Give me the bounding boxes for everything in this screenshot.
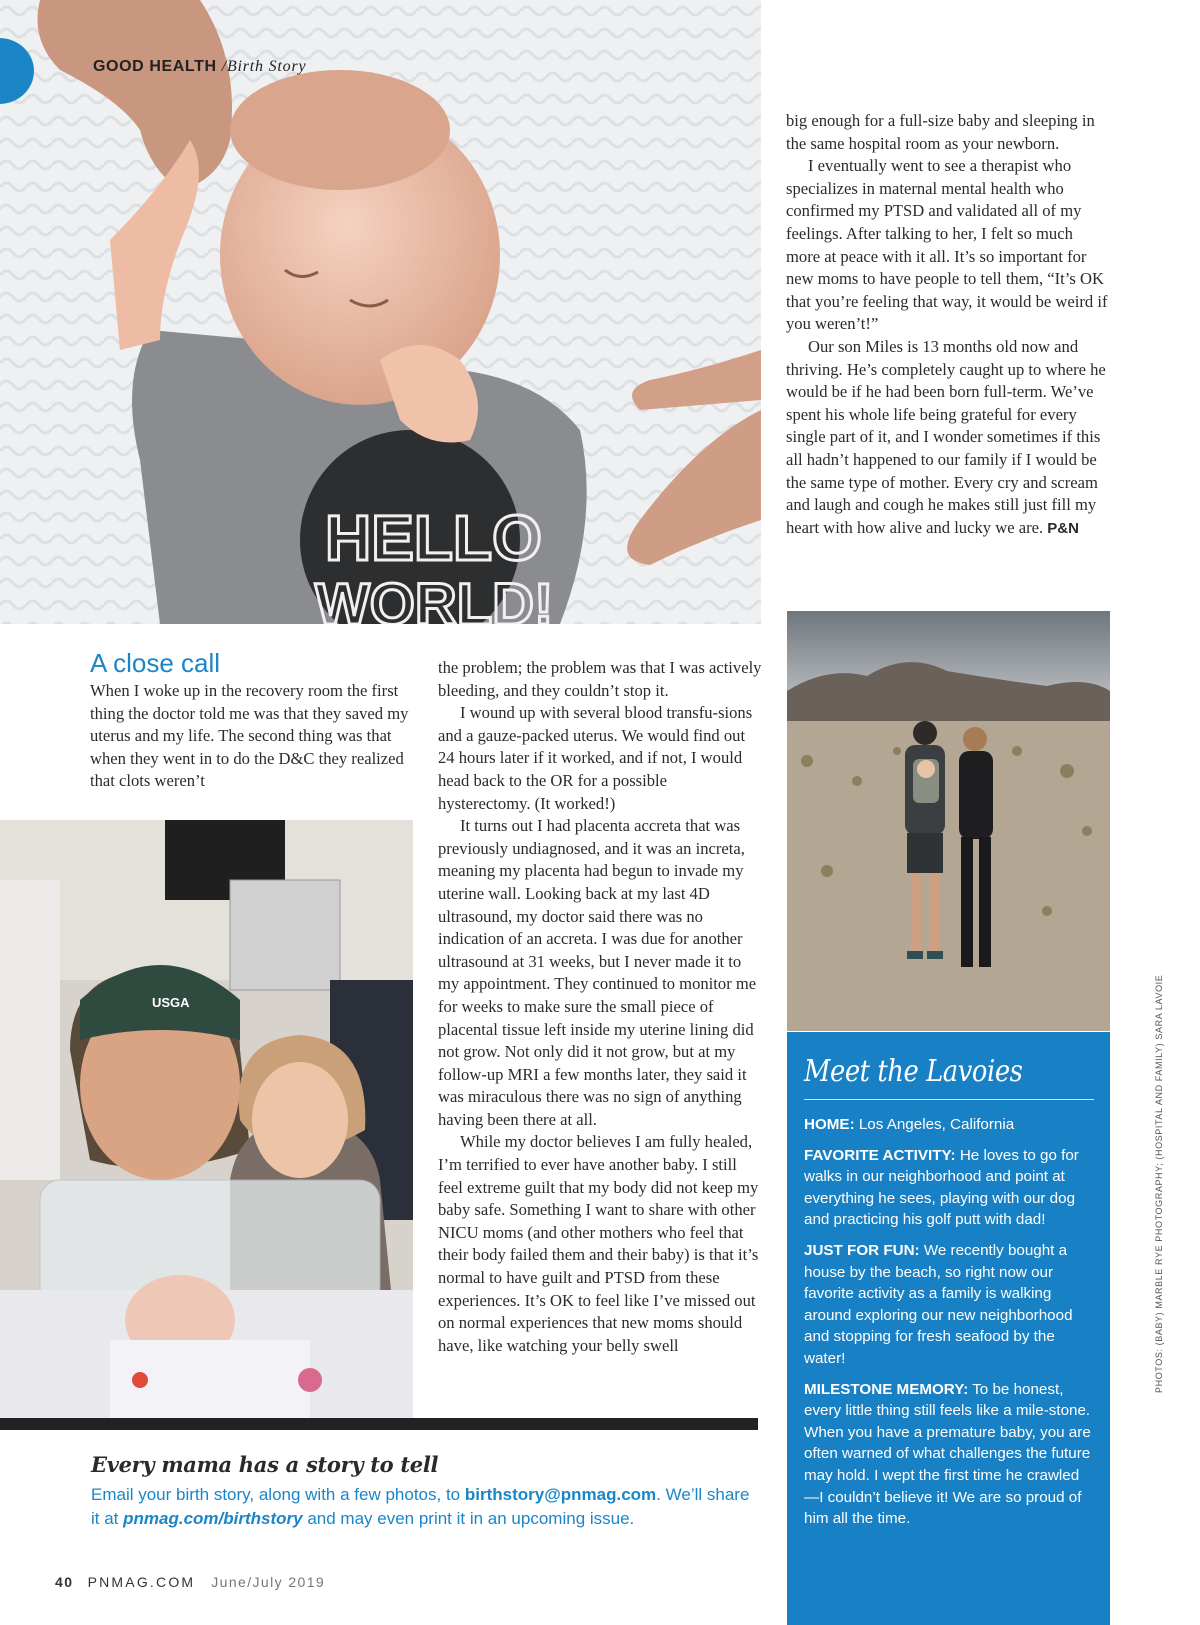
body-paragraph-text: Our son Miles is 13 months old now and thriving. He’s completely caught up to where he would be if he had been born full-term. We’ve spent his whole life being grateful for every single part of it, and I wonder sometimes if this all hadn’t happened to our family if I would be the same type of mother. Every cry and scream and laugh and cough he makes still just fill my heart with how alive and lucky we are. bbox=[786, 336, 1106, 537]
sidebar-item-label: FAVORITE ACTIVITY: bbox=[804, 1146, 956, 1164]
divider-bar bbox=[0, 1418, 758, 1430]
sidebar-item-text: Los Angeles, California bbox=[858, 1116, 1015, 1133]
cta-email-link[interactable]: birthstory@pnmag.com bbox=[464, 1485, 657, 1504]
section-name: GOOD HEALTH bbox=[93, 58, 217, 75]
nicu-family-photo bbox=[0, 820, 413, 1418]
section-separator: / bbox=[221, 58, 227, 75]
body-paragraph: the problem; the problem was that I was actively bleeding, and they couldn’t stop it. bbox=[438, 658, 762, 700]
body-paragraph: I wound up with several blood transfu-sions and a gauze-packed uterus. We would find out 24 hours later if it worked, and if not, I would head back to the OR for a possible hysterectomy. (It worked!) bbox=[438, 703, 753, 813]
sidebar-item-text: We recently bought a house by the beach, so right now our favorite activity as a family is walking around exploring our new neighborhood and stopping for fresh seafood by the water! bbox=[804, 1241, 1073, 1367]
end-mark: P&N bbox=[1047, 519, 1079, 537]
page-number: 40 bbox=[55, 1574, 74, 1590]
body-paragraph: I eventually went to see a therapist who specializes in maternal mental health who confirmed my PTSD and validated all of my feelings. After talking to her, I felt so much more at peace with it all. It’s so important for new moms to have people to tell them, “It’s OK that you’re feeling that way, it would be weird if you weren’t!” bbox=[786, 156, 1108, 334]
body-paragraph: big enough for a full-size baby and sleeping in the same hospital room as your newborn. bbox=[786, 111, 1095, 153]
cta-title: Every mama has a story to tell bbox=[91, 1452, 439, 1477]
cta-body bbox=[91, 1483, 751, 1531]
top-right-column bbox=[786, 110, 1108, 540]
sidebar-item-label: JUST FOR FUN: bbox=[804, 1241, 920, 1259]
body-paragraph: While my doctor believes I am fully healed, I’m terrified to ever have another baby. I still feel extreme guilt that my body did not keep my baby safe. Something I want to share with other NICU moms (and other mothers who feel that their body failed them and their baby) is that it’s normal to have guilt and PTSD from these experiences. It’s OK to feel like I’ve missed out on normal experiences that new moms should have, like watching your belly swell bbox=[438, 1132, 759, 1355]
photo-credit: PHOTOS: (BABY) MARBLE RYE PHOTOGRAPHY; (HOSPITAL AND FAMILY) SARA LAVOIE bbox=[1154, 974, 1164, 1393]
middle-column bbox=[438, 657, 762, 1357]
cta-text: Email your birth story, along with a few photos, to bbox=[91, 1485, 465, 1504]
family-photo-icon bbox=[0, 820, 413, 1418]
sidebar-item bbox=[804, 1114, 1094, 1136]
sidebar-title: Meet the Lavoies bbox=[804, 1054, 1023, 1089]
onesie-line-2: WORLD! bbox=[315, 572, 554, 624]
left-column bbox=[90, 680, 418, 793]
folio-site: PNMAG.COM bbox=[87, 1574, 196, 1590]
meet-the-family-sidebar bbox=[787, 1032, 1110, 1625]
section-header bbox=[93, 58, 306, 76]
sidebar-item bbox=[804, 1379, 1094, 1530]
story-call-to-action bbox=[91, 1452, 751, 1531]
baby-photo-icon bbox=[0, 0, 761, 624]
desert-family-photo bbox=[787, 611, 1110, 1031]
department-name: Birth Story bbox=[226, 58, 307, 75]
body-paragraph: It turns out I had placenta accreta that was previously undiagnosed, and it was an increta, meaning my placenta had begun to invade my uterine wall. Looking back at my last 4D ultrasound, my doctor said there was no indication of an accreta. I was due for another ultrasound at 31 weeks, but I never made it to my appointment. They continued to monitor me for weeks to make sure the small piece of placental tissue left inside my uterine lining did not grow. Not only did it not grow, but at my follow-up MRI a few months later, they said it was miraculous there was no sign of anything having been there at all. bbox=[438, 816, 757, 1129]
sidebar-item bbox=[804, 1240, 1094, 1370]
page-folio bbox=[55, 1574, 325, 1590]
sidebar-rule bbox=[804, 1099, 1094, 1100]
body-paragraph: When I woke up in the recovery room the first thing the doctor told me was that they saved my uterus and my life. The second thing was that when they went in to do the D&C they realized that clots weren’t bbox=[90, 681, 409, 791]
family-photo-icon bbox=[787, 611, 1110, 1031]
hero-baby-photo bbox=[0, 0, 761, 624]
subhead-a-close-call: A close call bbox=[90, 648, 221, 678]
cap-logo-text: USGA bbox=[152, 995, 190, 1010]
sidebar-item-label: MILESTONE MEMORY: bbox=[804, 1380, 969, 1398]
cta-url-link[interactable]: pnmag.com/birthstory bbox=[123, 1509, 303, 1528]
sidebar-item-text: To be honest, every little thing still feels like a mile-stone. When you have a premature baby, you are often warned of what challenges the future may hold. I wept the first time he crawled—I couldn’t believe it! We are so proud of him all the time. bbox=[804, 1380, 1091, 1528]
onesie-line-1: HELLO bbox=[325, 502, 542, 574]
sidebar-item-label: HOME: bbox=[804, 1116, 855, 1133]
body-paragraph bbox=[786, 336, 1108, 540]
cta-text: . We’ll share it at bbox=[91, 1485, 750, 1528]
cta-text: and may even print it in an upcoming issue. bbox=[302, 1509, 635, 1528]
sidebar-item bbox=[804, 1145, 1094, 1231]
sidebar-item-text: He loves to go for walks in our neighborhood and point at everything he sees, playing with our dog and practicing his golf putt with dad! bbox=[804, 1146, 1079, 1229]
folio-issue: June/July 2019 bbox=[211, 1574, 326, 1590]
